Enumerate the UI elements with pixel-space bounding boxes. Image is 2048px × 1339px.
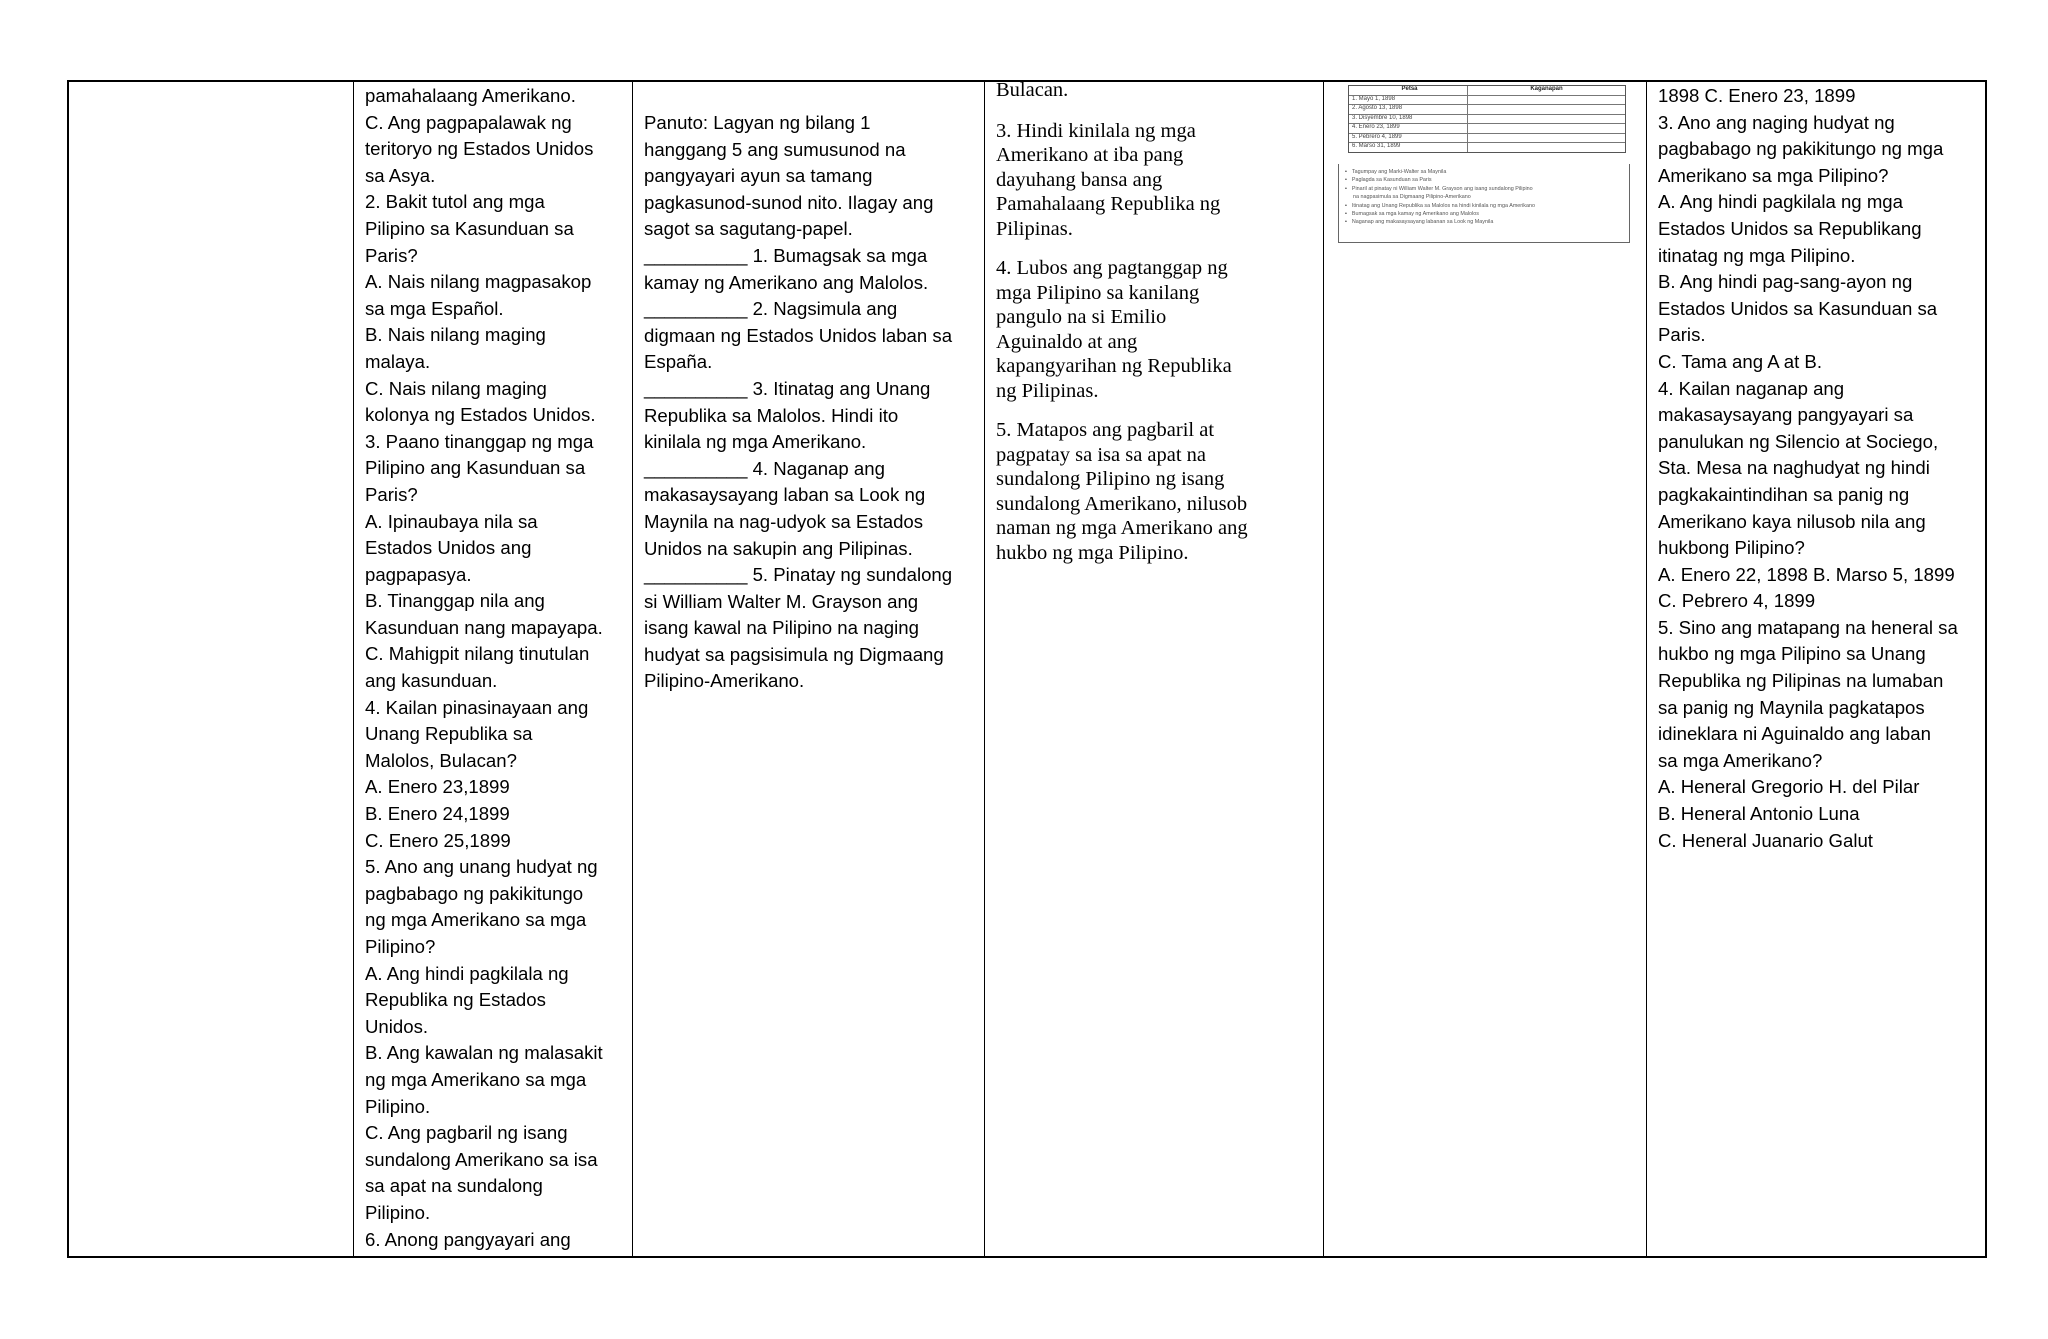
worksheet-thumbnail: [1338, 85, 1626, 243]
thumbnail-row: [1349, 105, 1625, 115]
text-line: si William Walter M. Grayson ang: [644, 590, 919, 612]
thumbnail-row: [1349, 115, 1625, 125]
text-line: B. Tinanggap nila ang: [365, 590, 545, 612]
thumbnail-blank-cell: [1468, 124, 1625, 133]
text-line: hukbong Pilipino?: [1658, 537, 1805, 559]
text-line: Bulacan.: [996, 82, 1069, 101]
column-reference-image: [1324, 82, 1647, 1256]
column-assessment-questions: [354, 82, 633, 1256]
text-line: Paris?: [365, 483, 418, 505]
text-line: Malolos, Bulacan?: [365, 749, 517, 771]
text-line: Pilipino.: [365, 1095, 431, 1117]
text-line: 5. Sino ang matapang na heneral sa: [1658, 616, 1958, 638]
answer-paragraph: [996, 418, 1311, 565]
text-line: Unang Republika sa: [365, 723, 533, 745]
text-line: Maynila na nag-udyok sa Estados: [644, 510, 924, 532]
text-line: 1898 C. Enero 23, 1899: [1658, 85, 1856, 106]
text-line: B. Heneral Antonio Luna: [1658, 803, 1860, 825]
thumbnail-date-cell: 1. Mayo 1, 1898: [1349, 96, 1468, 105]
text-line: Amerikano kaya nilusob nila ang: [1658, 510, 1926, 532]
text-line: hudyat sa pagsisimula ng Digmaang: [644, 643, 944, 665]
text-line: Unidos na sakupin ang Pilipinas.: [644, 537, 913, 559]
text-line: sundalong Amerikano sa isa: [365, 1148, 598, 1170]
thumbnail-choices: [1338, 164, 1630, 243]
thumbnail-blank-cell: [1468, 134, 1625, 143]
thumbnail-choice: • Pinaril at pinatay ni William Walter M. Grayson ang isang sundalong Pilipino: [1345, 185, 1625, 193]
text-line: kapangyarihan ng Republika: [996, 355, 1232, 377]
thumbnail-choice: • Naganap ang makasaysayang labanan sa Look ng Maynila: [1345, 218, 1625, 226]
text-line: 5. Matapos ang pagbaril at: [996, 419, 1215, 441]
text-line: pamahalaang Amerikano.: [365, 85, 576, 106]
text-line: Republika ng Estados: [365, 989, 546, 1011]
text-line: malaya.: [365, 350, 431, 372]
lesson-table: [67, 80, 1987, 1258]
text-line: sa mga Amerikano?: [1658, 749, 1823, 771]
text-line: sa Asya.: [365, 164, 436, 186]
thumbnail-choice: • Paglagda sa Kasunduan sa Paris: [1345, 176, 1625, 184]
text-line: C. Mahigpit nilang tinutulan: [365, 643, 590, 665]
text-line: B. Ang kawalan ng malasakit: [365, 1042, 603, 1064]
text-line: __________ 3. Itinatag ang Unang: [644, 377, 931, 399]
thumbnail-row: [1349, 143, 1625, 152]
text-line: sa panig ng Maynila pagkatapos: [1658, 696, 1925, 718]
text-line: hukbo ng mga Pilipino.: [996, 541, 1189, 564]
thumbnail-row: [1349, 96, 1625, 106]
answer-paragraph: [996, 119, 1311, 242]
text-line: hanggang 5 ang sumusunod na: [644, 138, 906, 160]
text-line: Sta. Mesa na naghudyat ng hindi: [1658, 457, 1930, 479]
text-line: C. Heneral Juanario Galut: [1658, 829, 1873, 851]
text-line: 3. Paano tinanggap ng mga: [365, 430, 594, 452]
text-line: __________ 1. Bumagsak sa mga: [644, 244, 928, 266]
text-line: sa mga Español.: [365, 297, 504, 319]
text-line: B. Ang hindi pag-sang-ayon ng: [1658, 271, 1913, 293]
text-line: hukbo ng mga Pilipino sa Unang: [1658, 643, 1926, 665]
thumbnail-blank-cell: [1468, 96, 1625, 105]
question-text: [365, 83, 622, 1253]
thumbnail-choice: • Bumagsak sa mga kamay ng Amerikano ang Malolos: [1345, 210, 1625, 218]
thumbnail-date-cell: 2. Agosto 13, 1898: [1349, 105, 1468, 114]
text-line: Pilipino sa Kasunduan sa: [365, 217, 574, 239]
text-line: idineklara ni Aguinaldo ang laban: [1658, 723, 1931, 745]
text-line: Pilipino ang Kasunduan sa: [365, 457, 586, 479]
text-line: pangyayari ayun sa tamang: [644, 165, 873, 187]
thumbnail-date-cell: 5. Pebrero 4, 1899: [1349, 134, 1468, 143]
thumbnail-choice: • Tagumpay ang Marki-Walter sa Maynila: [1345, 168, 1625, 176]
thumbnail-blank-cell: [1468, 115, 1625, 124]
text-line: kinilala ng mga Amerikano.: [644, 431, 867, 453]
thumbnail-choice: na nagpasimula sa Digmaang Pilipino-Amerikano: [1353, 194, 1471, 201]
thumbnail-table: [1348, 85, 1626, 153]
text-line: makasaysayang laban sa Look ng: [644, 484, 926, 506]
thumbnail-header-row: [1349, 86, 1625, 96]
text-line: Pilipino?: [365, 936, 436, 957]
text-line: Estados Unidos ang: [365, 537, 532, 559]
answer-paragraphs: [996, 82, 1311, 565]
text-line: C. Tama ang A at B.: [1658, 350, 1823, 372]
text-line: Estados Unidos sa Kasunduan sa: [1658, 297, 1938, 319]
text-line: 5. Ano ang unang hudyat ng: [365, 856, 598, 878]
text-line: pangulo na si Emilio: [996, 306, 1167, 328]
thumbnail-row: [1349, 124, 1625, 134]
text-line: __________ 5. Pinatay ng sundalong: [644, 564, 953, 586]
text-line: A. Ang hindi pagkilala ng mga: [1658, 191, 1903, 213]
text-line: A. Nais nilang magpasakop: [365, 271, 592, 293]
column-sequencing-task: [633, 82, 985, 1256]
thumbnail-date-cell: 3. Disyembre 10, 1898: [1349, 115, 1468, 124]
answer-paragraph: [996, 256, 1311, 403]
text-line: pagkakaintindihan sa panig ng: [1658, 483, 1910, 505]
text-line: C. Ang pagpapalawak ng: [365, 111, 572, 133]
thumbnail-date-cell: 4. Enero 23, 1899: [1349, 124, 1468, 133]
text-line: pagpatay sa isa sa apat na: [996, 443, 1207, 466]
text-line: Pamahalaang Republika ng: [996, 193, 1221, 215]
text-line: makasaysayang pangyayari sa: [1658, 404, 1914, 426]
text-line: B. Nais nilang maging: [365, 324, 546, 346]
sequencing-text: [644, 110, 974, 695]
text-line: teritoryo ng Estados Unidos: [365, 138, 594, 160]
text-line: Kasunduan nang mapayapa.: [365, 616, 603, 638]
text-line: ang kasunduan.: [365, 670, 498, 692]
text-line: B. Enero 24,1899: [365, 803, 510, 825]
text-line: naman ng mga Amerikano ang: [996, 517, 1248, 539]
text-line: __________ 2. Nagsimula ang: [644, 298, 898, 320]
text-line: Pilipinas.: [996, 217, 1073, 240]
text-line: Aguinaldo at ang: [996, 330, 1138, 353]
text-line: C. Ang pagbaril ng isang: [365, 1122, 568, 1144]
text-line: 2. Bakit tutol ang mga: [365, 191, 545, 213]
text-line: A. Enero 23,1899: [365, 776, 510, 798]
text-line: kolonya ng Estados Unidos.: [365, 404, 596, 426]
thumbnail-choice: • Itinatag ang Unang Republika sa Malolos na hindi kinilala ng mga Amerikano: [1345, 202, 1625, 210]
text-line: pagbabago ng pakikitungo: [365, 882, 584, 904]
additional-question-text: [1658, 83, 1975, 854]
text-line: pagkasunod-sunod nito. Ilagay ang: [644, 191, 934, 213]
text-line: A. Enero 22, 1898 B. Marso 5, 1899: [1658, 563, 1955, 585]
text-line: dayuhang bansa ang: [996, 168, 1163, 191]
text-line: ng mga Amerikano sa mga: [365, 1068, 587, 1090]
text-line: 4. Kailan pinasinayaan ang: [365, 696, 589, 718]
thumbnail-blank-cell: [1468, 143, 1625, 152]
text-line: sundalong Pilipino ng isang: [996, 468, 1225, 490]
answer-paragraph: [996, 82, 1311, 103]
text-line: Unidos.: [365, 1015, 429, 1037]
text-line: C. Enero 25,1899: [365, 829, 511, 851]
text-line: Panuto: Lagyan ng bilang 1: [644, 112, 871, 133]
column-answer-key: [985, 82, 1324, 1256]
text-line: A. Ang hindi pagkilala ng: [365, 962, 569, 984]
text-line: Estados Unidos sa Republikang: [1658, 217, 1922, 239]
text-line: mga Pilipino sa kanilang: [996, 281, 1200, 304]
text-line: A. Heneral Gregorio H. del Pilar: [1658, 776, 1920, 798]
text-line: isang kawal na Pilipino na naging: [644, 617, 919, 639]
text-line: sundalong Amerikano, nilusob: [996, 492, 1248, 515]
text-line: 3. Hindi kinilala ng mga: [996, 119, 1196, 142]
thumbnail-date-cell: 6. Marso 31, 1899: [1349, 143, 1468, 152]
thumbnail-header-cell: Kaganapan: [1530, 86, 1563, 92]
text-line: Paris?: [365, 244, 418, 266]
text-line: digmaan ng Estados Unidos laban sa: [644, 324, 953, 346]
text-line: Amerikano sa mga Pilipino?: [1658, 164, 1889, 186]
text-line: panulukan ng Silencio at Sociego,: [1658, 430, 1939, 452]
text-line: España.: [644, 351, 713, 373]
text-line: Republika sa Malolos. Hindi ito: [644, 404, 899, 426]
thumbnail-row: [1349, 134, 1625, 144]
text-line: itinatag ng mga Pilipino.: [1658, 244, 1856, 266]
column-empty: [69, 82, 354, 1256]
thumbnail-header-cell: Petsa: [1349, 86, 1468, 95]
text-line: 4. Kailan naganap ang: [1658, 377, 1845, 399]
text-line: Amerikano at iba pang: [996, 144, 1184, 166]
text-line: C. Nais nilang maging: [365, 377, 547, 399]
text-line: 4. Lubos ang pagtanggap ng: [996, 257, 1228, 279]
thumbnail-blank-cell: [1468, 105, 1625, 114]
text-line: Pilipino.: [365, 1201, 431, 1223]
text-line: A. Ipinaubaya nila sa: [365, 510, 538, 532]
column-additional-activities: [1647, 82, 1985, 1256]
text-line: Republika ng Pilipinas na lumaban: [1658, 670, 1944, 692]
text-line: 6. Anong pangyayari ang: [365, 1228, 571, 1250]
text-line: Paris.: [1658, 324, 1706, 346]
text-line: ng mga Amerikano sa mga: [365, 909, 587, 931]
text-line: pagpapasya.: [365, 563, 472, 585]
text-line: kamay ng Amerikano ang Malolos.: [644, 271, 929, 293]
text-line: Pilipino-Amerikano.: [644, 670, 805, 692]
text-line: __________ 4. Naganap ang: [644, 457, 885, 479]
text-line: 3. Ano ang naging hudyat ng: [1658, 111, 1895, 133]
text-line: sagot sa sagutang-papel.: [644, 218, 853, 240]
text-line: C. Pebrero 4, 1899: [1658, 590, 1816, 612]
text-line: ng Pilipinas.: [996, 379, 1099, 402]
text-line: sa apat na sundalong: [365, 1175, 543, 1197]
text-line: pagbabago ng pakikitungo ng mga: [1658, 138, 1944, 160]
